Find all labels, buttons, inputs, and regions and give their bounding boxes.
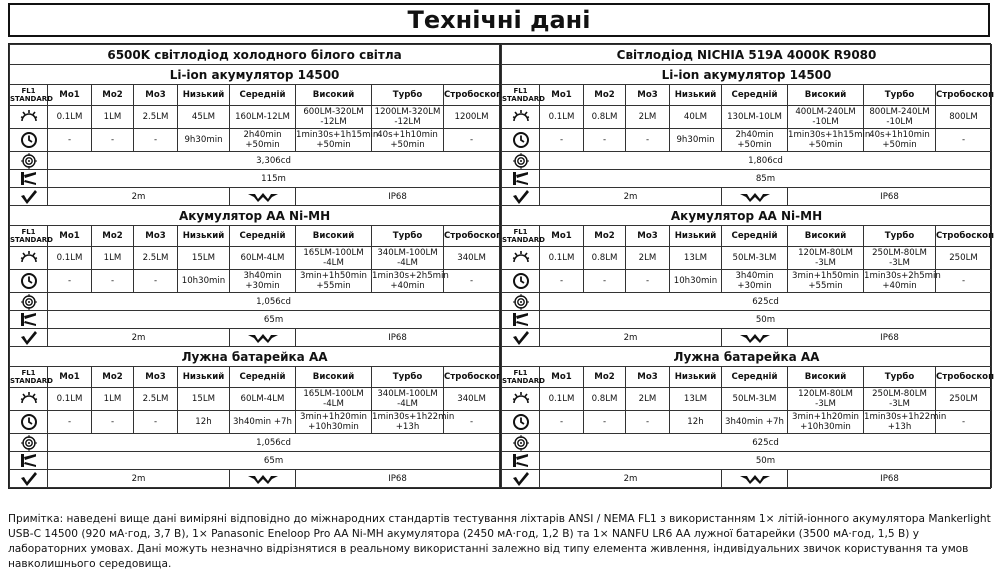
water-resistance-icon — [722, 470, 788, 488]
column-header: Високий — [788, 85, 864, 106]
runtime-value: 10h30min — [178, 270, 230, 293]
spec-table — [9, 44, 503, 488]
sun-burst-icon — [10, 247, 48, 270]
runtime-value: 3min+1h50min +55min — [296, 270, 372, 293]
beam-distance-icon — [502, 452, 540, 470]
column-header: Мо1 — [48, 367, 92, 388]
lumen-value: 0.8LM — [584, 106, 626, 129]
runtime-value: 1min30s+1h22min +13h — [864, 412, 947, 432]
impact-value: 2m — [48, 470, 230, 488]
runtime-value: - — [444, 270, 500, 293]
ip-rating: IP68 — [296, 470, 500, 488]
lumen-value: 250LM — [936, 247, 992, 270]
runtime-value: - — [48, 270, 92, 293]
standard-label: STANDARD — [502, 236, 545, 244]
clock-icon — [10, 411, 48, 434]
runtime-value: 2h40min +50min — [722, 129, 788, 152]
spec-table — [501, 44, 995, 488]
column-header: Високий — [296, 85, 372, 106]
lumen-value: 0.1LM — [48, 106, 92, 129]
target-icon — [502, 293, 540, 311]
impact-resistance-icon — [10, 329, 48, 347]
lumen-value: 165LM-100LM -4LM — [296, 247, 372, 270]
impact-value: 2m — [540, 329, 722, 347]
runtime-value: 1min30s+2h5min +40min — [864, 271, 941, 291]
ip-rating: IP68 — [296, 188, 500, 206]
runtime-value: - — [936, 129, 992, 152]
lumen-value: 120LM-80LM -3LM — [788, 247, 864, 270]
fl1-standard-label — [10, 367, 53, 388]
clock-icon — [10, 129, 48, 152]
lumen-value: 45LM — [178, 106, 230, 129]
lumen-value: 2.5LM — [134, 247, 178, 270]
impact-value: 2m — [48, 188, 230, 206]
runtime-value: 3min+1h20min +10h30min — [788, 411, 864, 434]
lumen-value: 60LM-4LM — [230, 388, 296, 411]
lumen-value: 1LM — [92, 106, 134, 129]
fl1-standard-label — [502, 367, 545, 388]
fl1-standard-label — [502, 226, 545, 247]
column-header: Високий — [296, 367, 372, 388]
fl1-label: FL1 — [513, 369, 528, 377]
column-header: Мо3 — [626, 226, 670, 247]
standard-label: STANDARD — [502, 377, 545, 385]
column-header: Середній — [230, 226, 296, 247]
runtime-value: - — [626, 411, 670, 434]
column-header: Високий — [788, 226, 864, 247]
lumen-value: 0.1LM — [540, 106, 584, 129]
lumen-value: 120LM-80LM -3LM — [788, 388, 864, 411]
runtime-value: - — [92, 129, 134, 152]
column-header: Мо2 — [584, 367, 626, 388]
column-header: Стробоскоп — [444, 367, 500, 388]
lumen-value: 400LM-240LM -10LM — [788, 106, 864, 129]
runtime-value: - — [936, 270, 992, 293]
column-header: Середній — [230, 85, 296, 106]
column-header: Турбо — [372, 226, 444, 247]
battery-title: Лужна батарейка AA — [502, 347, 992, 367]
ip-rating: IP68 — [788, 470, 992, 488]
column-header: Високий — [788, 367, 864, 388]
column-header: Високий — [296, 226, 372, 247]
water-resistance-icon — [722, 188, 788, 206]
runtime-value: - — [626, 129, 670, 152]
lumen-value: 160LM-12LM — [230, 106, 296, 129]
battery-title: Лужна батарейка AA — [10, 347, 500, 367]
intensity-value: 625cd — [540, 293, 992, 311]
runtime-value: 3min+1h50min +55min — [788, 270, 864, 293]
sun-burst-icon — [502, 388, 540, 411]
column-header: Низький — [670, 226, 722, 247]
column-header: Мо1 — [48, 226, 92, 247]
lumen-value: 0.8LM — [584, 388, 626, 411]
fl1-standard-label — [502, 85, 545, 106]
runtime-value: - — [540, 129, 584, 152]
distance-value: 50m — [540, 452, 992, 470]
footnote: Примітка: наведені вище дані виміряні відповідно до міжнародних стандартів тестування ліхтарів ANSI / NEMA FL1 з використанням 1× літій-іонного акумулятора Mankerlight USB-C 14500 (920 мА·год, 3,7 В), 1× Panasonic Eneloop Pro AA Ni-MH акумулятора (2450 мА·год, 1,2 В) та 1× NANFU LR6 AA лужної батарейки (3500 мА·год, 1,5 В) у лабораторних умовах. Дані можуть незначно відрізнятися в реальному використанні залежно від типу елемента живлення, індивідуальних звичок користування та умов навколишнього середовища. — [8, 513, 991, 570]
clock-icon — [10, 270, 48, 293]
lumen-value: 600LM-320LM -12LM — [296, 106, 372, 129]
impact-value: 2m — [540, 188, 722, 206]
column-header: Мо2 — [584, 85, 626, 106]
lumen-value: 0.1LM — [48, 388, 92, 411]
runtime-value: 1min30s+1h15min +50min — [788, 130, 871, 150]
lumen-value: 15LM — [178, 388, 230, 411]
lumen-value: 340LM — [444, 247, 500, 270]
water-resistance-icon — [230, 188, 296, 206]
lumen-value: 1200LM-320LM -12LM — [372, 106, 444, 129]
fl1-label: FL1 — [513, 228, 528, 236]
ip-rating: IP68 — [788, 329, 992, 347]
column-header: Мо2 — [584, 226, 626, 247]
standard-label: STANDARD — [502, 95, 545, 103]
fl1-standard-label — [10, 226, 53, 247]
beam-distance-icon — [502, 311, 540, 329]
water-resistance-icon — [230, 329, 296, 347]
column-header: Низький — [178, 85, 230, 106]
standard-label: STANDARD — [10, 377, 53, 385]
clock-icon — [502, 411, 540, 434]
sun-burst-icon — [502, 247, 540, 270]
beam-distance-icon — [10, 311, 48, 329]
runtime-value: 40s+1h10min +50min — [864, 129, 936, 152]
runtime-value: - — [584, 411, 626, 434]
panel-nichia — [500, 43, 995, 489]
runtime-value: 1min30s+2h5min +40min — [372, 271, 449, 291]
lumen-value: 13LM — [670, 247, 722, 270]
water-resistance-icon — [722, 329, 788, 347]
column-header: Мо2 — [92, 85, 134, 106]
led-title: 6500K світлодіод холодного білого світла — [10, 45, 500, 65]
led-title: Світлодіод NICHIA 519A 4000K R9080 — [502, 45, 992, 65]
sun-burst-icon — [502, 106, 540, 129]
lumen-value: 340LM-100LM -4LM — [372, 388, 444, 411]
fl1-label: FL1 — [513, 87, 528, 95]
fl1-standard-label — [10, 85, 53, 106]
standard-label: STANDARD — [10, 236, 53, 244]
target-icon — [10, 434, 48, 452]
column-header: Низький — [178, 226, 230, 247]
lumen-value: 130LM-10LM — [722, 106, 788, 129]
target-icon — [502, 434, 540, 452]
lumen-value: 340LM-100LM -4LM — [372, 247, 444, 270]
runtime-value: - — [134, 270, 178, 293]
lumen-value: 250LM-80LM -3LM — [864, 247, 936, 270]
column-header: Середній — [722, 367, 788, 388]
lumen-value: 0.1LM — [48, 247, 92, 270]
column-header: Мо3 — [134, 226, 178, 247]
column-header: Мо1 — [540, 85, 584, 106]
beam-distance-icon — [502, 170, 540, 188]
runtime-value: 3h40min +7h — [230, 411, 296, 434]
runtime-value: - — [626, 270, 670, 293]
runtime-value: 12h — [670, 411, 722, 434]
runtime-value: 10h30min — [670, 270, 722, 293]
lumen-value: 0.1LM — [540, 388, 584, 411]
column-header: Турбо — [372, 367, 444, 388]
column-header: Мо3 — [134, 367, 178, 388]
distance-value: 115m — [48, 170, 500, 188]
column-header: Середній — [722, 226, 788, 247]
column-header: Стробоскоп — [936, 367, 992, 388]
panel-cool-white — [8, 43, 503, 489]
sun-burst-icon — [10, 106, 48, 129]
impact-resistance-icon — [10, 188, 48, 206]
runtime-value: 1min30s+1h15min +50min — [296, 130, 379, 150]
intensity-value: 1,056cd — [48, 434, 500, 452]
runtime-value: 3h40min +7h — [722, 411, 788, 434]
runtime-value: 3h40min +30min — [722, 270, 788, 293]
lumen-value: 2LM — [626, 388, 670, 411]
column-header: Мо1 — [540, 226, 584, 247]
battery-title: Li-ion акумулятор 14500 — [10, 65, 500, 85]
lumen-value: 15LM — [178, 247, 230, 270]
lumen-value: 165LM-100LM -4LM — [296, 388, 372, 411]
intensity-value: 3,306cd — [48, 152, 500, 170]
runtime-value: - — [48, 411, 92, 434]
fl1-label: FL1 — [21, 228, 36, 236]
battery-title: Акумулятор AA Ni-MH — [10, 206, 500, 226]
impact-resistance-icon — [502, 188, 540, 206]
runtime-value: - — [584, 129, 626, 152]
lumen-value: 0.8LM — [584, 247, 626, 270]
impact-resistance-icon — [502, 329, 540, 347]
runtime-value: 12h — [178, 411, 230, 434]
fl1-label: FL1 — [21, 87, 36, 95]
runtime-value: 1min30s+1h22min +13h — [372, 412, 455, 432]
lumen-value: 2LM — [626, 247, 670, 270]
lumen-value: 40LM — [670, 106, 722, 129]
distance-value: 65m — [48, 311, 500, 329]
beam-distance-icon — [10, 170, 48, 188]
column-header: Стробоскоп — [444, 226, 500, 247]
runtime-value: 40s+1h10min +50min — [372, 129, 444, 152]
column-header: Середній — [230, 367, 296, 388]
runtime-value: - — [134, 411, 178, 434]
lumen-value: 340LM — [444, 388, 500, 411]
battery-title: Акумулятор AA Ni-MH — [502, 206, 992, 226]
lumen-value: 1LM — [92, 247, 134, 270]
column-header: Турбо — [372, 85, 444, 106]
lumen-value: 2.5LM — [134, 388, 178, 411]
lumen-value: 250LM-80LM -3LM — [864, 388, 936, 411]
runtime-value: 9h30min — [178, 129, 230, 152]
column-header: Стробоскоп — [444, 85, 500, 106]
impact-value: 2m — [48, 329, 230, 347]
distance-value: 65m — [48, 452, 500, 470]
impact-resistance-icon — [10, 470, 48, 488]
runtime-value: 9h30min — [670, 129, 722, 152]
lumen-value: 50LM-3LM — [722, 247, 788, 270]
column-header: Мо3 — [626, 367, 670, 388]
column-header: Низький — [670, 85, 722, 106]
lumen-value: 800LM-240LM -10LM — [864, 106, 936, 129]
runtime-value: - — [584, 270, 626, 293]
runtime-value: - — [540, 270, 584, 293]
intensity-value: 1,806cd — [540, 152, 992, 170]
impact-resistance-icon — [502, 470, 540, 488]
clock-icon — [502, 129, 540, 152]
runtime-value: 3min+1h20min +10h30min — [296, 411, 372, 434]
column-header: Мо2 — [92, 367, 134, 388]
battery-title: Li-ion акумулятор 14500 — [502, 65, 992, 85]
column-header: Низький — [670, 367, 722, 388]
page-title: Технічні дані — [8, 3, 990, 37]
lumen-value: 800LM — [936, 106, 992, 129]
runtime-value: - — [134, 129, 178, 152]
column-header: Турбо — [864, 85, 936, 106]
lumen-value: 1200LM — [444, 106, 500, 129]
runtime-value: - — [92, 411, 134, 434]
intensity-value: 1,056cd — [48, 293, 500, 311]
runtime-value: 3h40min +30min — [230, 270, 296, 293]
target-icon — [10, 152, 48, 170]
column-header: Стробоскоп — [936, 226, 992, 247]
column-header: Мо1 — [540, 367, 584, 388]
runtime-value: - — [540, 411, 584, 434]
column-header: Турбо — [864, 367, 936, 388]
distance-value: 50m — [540, 311, 992, 329]
runtime-value: - — [48, 129, 92, 152]
target-icon — [502, 152, 540, 170]
distance-value: 85m — [540, 170, 992, 188]
target-icon — [10, 293, 48, 311]
fl1-label: FL1 — [21, 369, 36, 377]
column-header: Середній — [722, 85, 788, 106]
column-header: Мо2 — [92, 226, 134, 247]
water-resistance-icon — [230, 470, 296, 488]
lumen-value: 50LM-3LM — [722, 388, 788, 411]
intensity-value: 625cd — [540, 434, 992, 452]
clock-icon — [502, 270, 540, 293]
impact-value: 2m — [540, 470, 722, 488]
standard-label: STANDARD — [10, 95, 53, 103]
lumen-value: 13LM — [670, 388, 722, 411]
lumen-value: 2LM — [626, 106, 670, 129]
column-header: Мо1 — [48, 85, 92, 106]
column-header: Низький — [178, 367, 230, 388]
runtime-value: 2h40min +50min — [230, 129, 296, 152]
lumen-value: 60LM-4LM — [230, 247, 296, 270]
lumen-value: 1LM — [92, 388, 134, 411]
ip-rating: IP68 — [788, 188, 992, 206]
lumen-value: 0.1LM — [540, 247, 584, 270]
sun-burst-icon — [10, 388, 48, 411]
runtime-value: - — [444, 129, 500, 152]
column-header: Мо3 — [626, 85, 670, 106]
runtime-value: - — [444, 411, 500, 434]
ip-rating: IP68 — [296, 329, 500, 347]
column-header: Стробоскоп — [936, 85, 992, 106]
beam-distance-icon — [10, 452, 48, 470]
runtime-value: - — [936, 411, 992, 434]
runtime-value: - — [92, 270, 134, 293]
column-header: Мо3 — [134, 85, 178, 106]
lumen-value: 250LM — [936, 388, 992, 411]
lumen-value: 2.5LM — [134, 106, 178, 129]
column-header: Турбо — [864, 226, 936, 247]
